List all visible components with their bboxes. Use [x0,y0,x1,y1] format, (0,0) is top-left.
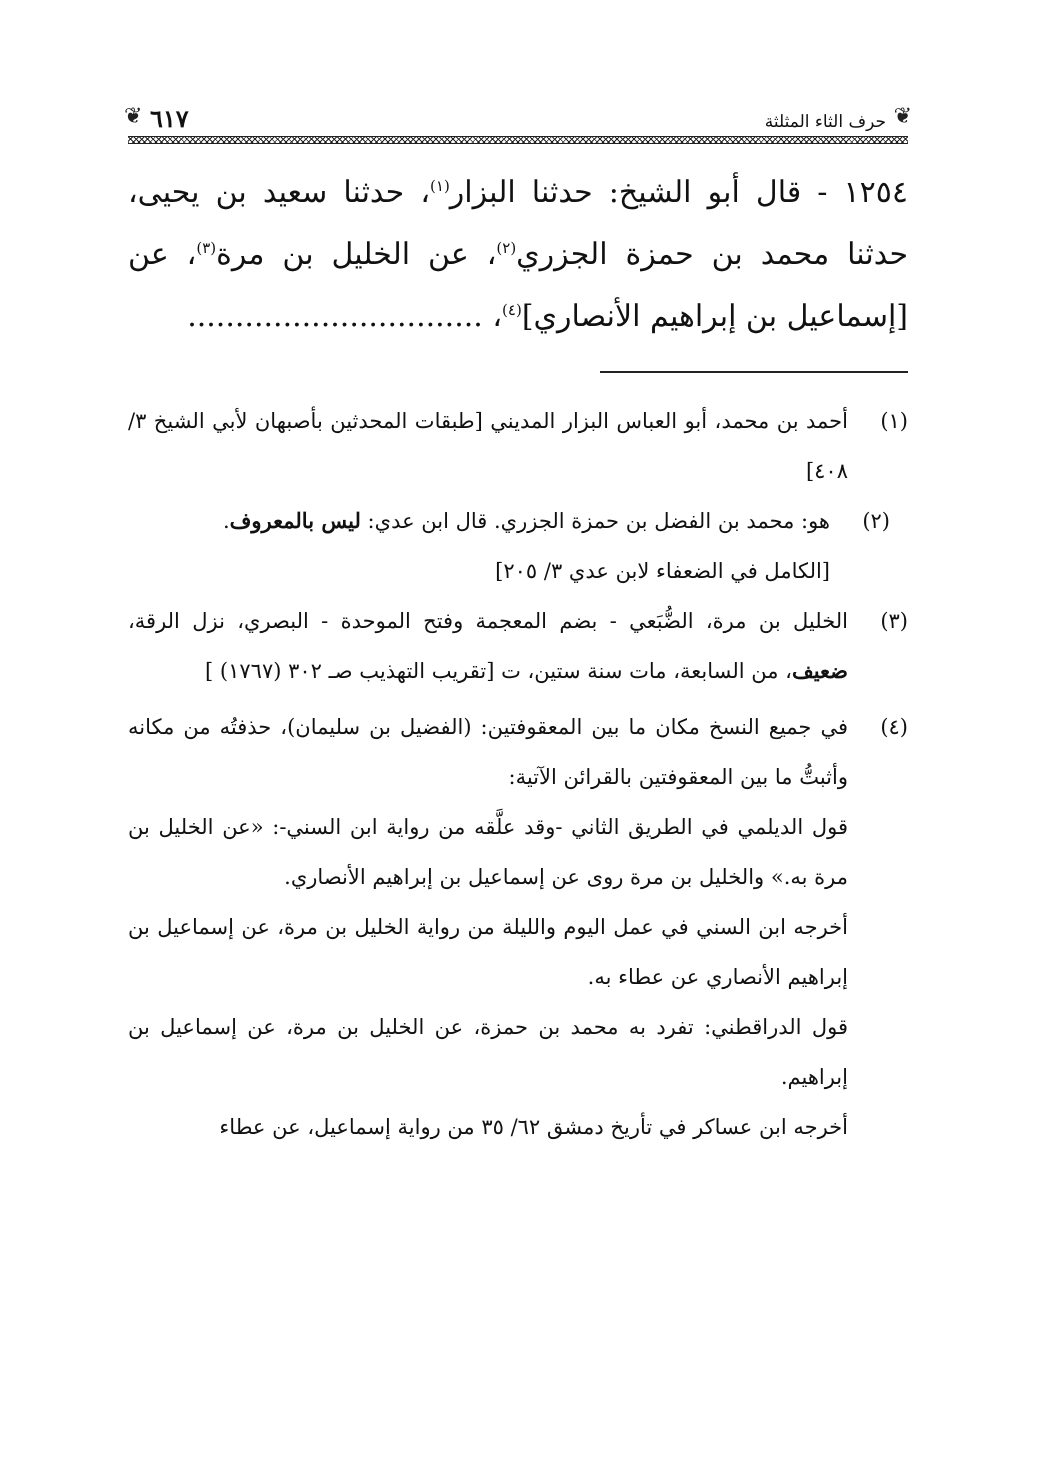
page-header [124,102,912,142]
footnote-text: أحمد بن محمد، أبو العباس البزار المديني [طبقات المحدثين بأصبهان لأبي الشيخ ٣/ ٤٠٨] [128,409,848,483]
footnote-ref: (٣) [196,239,217,257]
footnote-number: (٣) [880,609,908,633]
footnote-number: (٤) [880,715,908,739]
footnote-4: (٤) في جميع النسخ مكان ما بين المعقوفتين: (الفضيل بن سليمان)، حذفتُه من مكانه وأثبتُّ ما بين المعقوفتين بالقرائن الآتية: قول الديلمي في الطريق الثاني -وقد علَّقه من رواية ابن السني-: «عن الخليل بن مرة به.» والخليل بن مرة روى عن إسماعيل بن إبراهيم الأنصاري. أخرجه ابن السني في عمل اليوم والليلة من رواية الخليل بن مرة، عن إسماعيل بن إبراهيم الأنصاري عن عطاء به. قول الدراقطني: تفرد به محمد بن حمزة، عن الخليل بن مرة، عن إسماعيل بن إبراهيم. أخرجه ابن عساكر في تأريخ دمشق ٦٢/ ٣٥ من رواية إسماعيل، عن عطاء [128,702,908,1152]
verdict-text: ليس بالمعروف [229,508,361,533]
hadith-paragraph: ١٢٥٤ - قال أبو الشيخ: حدثنا البزار$^{(١)}$، حدثنا سعيد بن يحيى، حدثنا محمد بن حمزة الجزري$^{(٢)}$، عن الخليل بن مرة$^{(٣)}$، عن [إسماعيل بن إبراهيم الأنصاري]$^{(٤)}$، ............................... [128,175,908,334]
footnote-3: (٣) الخليل بن مرة، الضُّبَعي - بضم المعجمة وفتح الموحدة - البصري، نزل الرقة، ضعيف، من السابعة، مات سنة ستين، ت [تقريب التهذيب صـ ٣٠٢ (١٧٦٧) ] [128,596,908,696]
header-rule [128,136,908,144]
footnote-number: (١) [880,409,908,433]
footnote-ref: (١) [430,177,450,195]
main-text [128,162,908,348]
footnote-separator [600,371,908,373]
footnote-ref: (٤) [502,301,522,319]
ornament-icon: ❦ [124,104,143,129]
verdict-text: ضعيف [791,658,848,683]
footnote-1 [128,396,908,496]
footnote-number: (٢) [862,509,890,533]
page-number: ٦١٧ [150,104,189,133]
chapter-title: حرف الثاء المثلثة [764,112,886,132]
footnote-ref: (٢) [496,239,517,257]
footnote-2: (٢) هو: محمد بن الفضل بن حمزة الجزري. قال ابن عدي: ليس بالمعروف. [الكامل في الضعفاء لابن عدي ٣/ ٢٠٥] [128,496,908,596]
footnotes [128,396,908,1152]
ornament-icon: ❦ [893,104,912,129]
